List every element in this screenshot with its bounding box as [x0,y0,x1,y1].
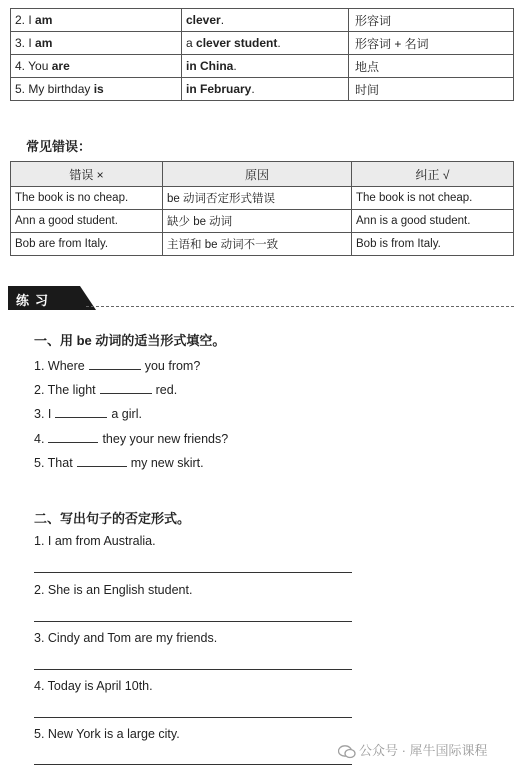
header-correction: 纠正 √ [352,162,514,187]
grammar-table [10,8,514,101]
dashed-divider [86,306,514,307]
answer-line[interactable] [34,621,352,622]
type-cell: 形容词 [349,9,514,32]
practice-banner-label: 练习 [16,293,55,308]
predicate-cell: a clever student. [182,32,349,55]
answer-blank[interactable] [89,358,141,370]
fill-item: 1. Where you from? [34,359,201,373]
error-cell: The book is no cheap. [11,187,163,210]
sentence-item: 5. New York is a large city. [34,727,180,741]
table-row [11,210,514,233]
answer-blank[interactable] [55,406,107,418]
sentence-item: 3. Cindy and Tom are my friends. [34,631,218,645]
subject-cell: 2. I am [11,9,182,32]
correction-cell: Ann is a good student. [352,210,514,233]
type-cell: 地点 [349,55,514,78]
correction-cell: Bob is from Italy. [352,233,514,256]
type-cell: 形容词 + 名词 [349,32,514,55]
subject-cell: 5. My birthday is [11,78,182,101]
answer-line[interactable] [34,764,352,765]
sentence-item: 4. Today is April 10th. [34,679,153,693]
sentence-item: 2. She is an English student. [34,583,193,597]
answer-blank[interactable] [77,455,127,467]
table-row [11,9,514,32]
header-error: 错误 × [11,162,163,187]
fill-item: 2. The light red. [34,383,178,397]
table-row [11,55,514,78]
fill-item: 5. That my new skirt. [34,456,204,470]
watermark: 公众号 · 犀牛国际课程 [338,740,488,759]
wechat-icon [338,745,356,759]
part2-title: 二、写出句子的否定形式。 [34,511,191,526]
predicate-cell: clever. [182,9,349,32]
answer-line[interactable] [34,572,352,573]
table-row [11,233,514,256]
answer-line[interactable] [34,717,352,718]
common-errors-title: 常见错误： [26,139,92,154]
reason-cell: 主语和 be 动词不一致 [163,233,352,256]
error-cell: Bob are from Italy. [11,233,163,256]
reason-cell: 缺少 be 动词 [163,210,352,233]
part1-title: 一、用 be 动词的适当形式填空。 [34,333,226,348]
answer-line[interactable] [34,669,352,670]
common-errors-table [10,161,514,256]
table-row [11,78,514,101]
predicate-cell: in February. [182,78,349,101]
predicate-cell: in China. [182,55,349,78]
subject-cell: 3. I am [11,32,182,55]
table-row [11,187,514,210]
answer-blank[interactable] [48,431,98,443]
type-cell: 时间 [349,78,514,101]
reason-cell: be 动词否定形式错误 [163,187,352,210]
table-header-row [11,162,514,187]
table-row [11,32,514,55]
fill-item: 3. I a girl. [34,407,142,421]
correction-cell: The book is not cheap. [352,187,514,210]
fill-item: 4. they your new friends? [34,432,229,446]
sentence-item: 1. I am from Australia. [34,534,156,548]
header-reason: 原因 [163,162,352,187]
error-cell: Ann a good student. [11,210,163,233]
answer-blank[interactable] [100,382,152,394]
subject-cell: 4. You are [11,55,182,78]
